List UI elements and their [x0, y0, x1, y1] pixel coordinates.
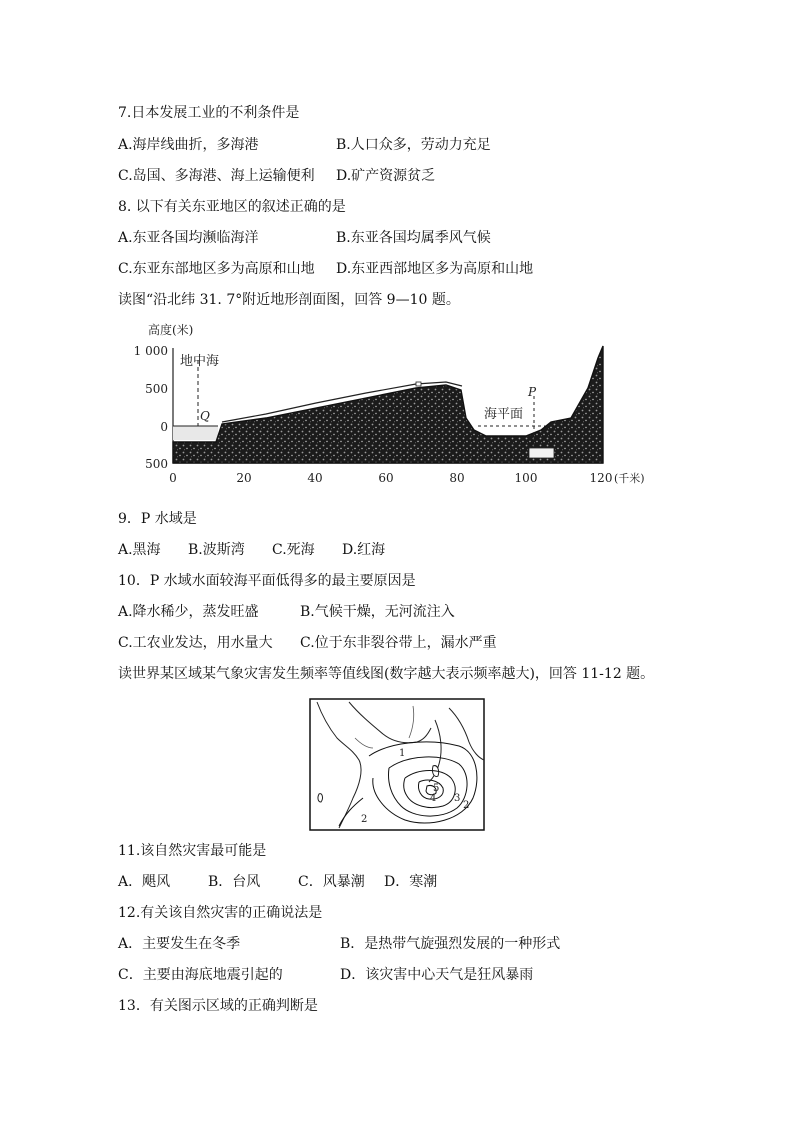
q8-option-d: D.东亚西部地区多为高原和山地	[336, 261, 534, 277]
q11-option-b: B．台风	[208, 874, 261, 890]
x-tick-100: 100	[514, 471, 538, 485]
q8-option-c: C.东亚东部地区多为高原和山地	[118, 261, 315, 277]
question-7-stem: 7.日本发展工业的不利条件是	[118, 105, 300, 121]
isoline-label-2-east: 2	[463, 800, 470, 811]
label-p: P	[528, 385, 537, 399]
intro-11-12: 读世界某区域某气象灾害发生频率等值线图(数字越大表示频率越大)，回答 11-12 题。	[118, 666, 655, 682]
q11-option-d: D．寒潮	[384, 874, 438, 890]
q8-option-b: B.东亚各国均属季风气候	[336, 230, 491, 246]
q10-option-a: A.降水稀少，蒸发旺盛	[118, 604, 259, 620]
question-9-stem: 9．P 水域是	[118, 511, 197, 527]
q9-option-c: C.死海	[272, 542, 315, 558]
question-10-stem: 10．P 水域水面较海平面低得多的最主要原因是	[118, 573, 416, 589]
intro-9-10: 读图“沿北纬 31. 7°附近地形剖面图，回答 9—10 题。	[118, 292, 460, 308]
y-tick-neg500: 500	[145, 457, 168, 471]
y-tick-1000: 1 000	[133, 344, 168, 358]
question-13-stem: 13．有关图示区域的正确判断是	[118, 998, 318, 1014]
terrain-profile-figure	[126, 318, 666, 490]
x-axis-unit: (千米)	[614, 472, 645, 485]
q8-option-a: A.东亚各国均濒临海洋	[118, 230, 259, 246]
question-11-stem: 11.该自然灾害最可能是	[118, 843, 267, 859]
q12-option-a: A．主要发生在冬季	[118, 936, 241, 952]
q11-option-a: A．飓风	[118, 874, 171, 890]
x-tick-60: 60	[378, 471, 394, 485]
q9-option-a: A.黑海	[118, 542, 161, 558]
p-water-body	[529, 448, 554, 458]
q10-option-b: B.气候干燥，无河流注入	[300, 604, 455, 620]
label-sea-level: 海平面	[484, 407, 524, 422]
isoline-label-3: 3	[454, 793, 461, 804]
q10-option-c: C.工农业发达，用水量大	[118, 635, 273, 651]
x-tick-40: 40	[307, 471, 323, 485]
peak-marker	[416, 382, 421, 386]
question-8-stem: 8. 以下有关东亚地区的叙述正确的是	[118, 199, 346, 215]
q7-option-d: D.矿产资源贫乏	[336, 168, 436, 184]
y-tick-500: 500	[145, 382, 168, 396]
label-mediterranean: 地中海	[180, 354, 220, 369]
q12-option-d: D．该灾害中心天气是狂风暴雨	[340, 967, 534, 983]
isoline-label-5: 5	[433, 783, 440, 794]
q7-option-c: C.岛国、多海港、海上运输便利	[118, 168, 315, 184]
q12-option-b: B．是热带气旋强烈发展的一种形式	[340, 936, 561, 952]
island-west	[318, 794, 323, 802]
isoline-label-4: 4	[430, 793, 437, 804]
isoline-map-figure	[309, 698, 485, 831]
y-axis-title: 高度(米)	[148, 323, 194, 337]
mediterranean-water	[173, 426, 218, 440]
q9-option-d: D.红海	[342, 542, 386, 558]
q11-option-c: C．风暴潮	[298, 874, 365, 890]
q9-option-b: B.波斯湾	[188, 542, 245, 558]
q7-option-a: A.海岸线曲折，多海港	[118, 137, 259, 153]
isoline-label-1: 1	[399, 748, 406, 759]
x-tick-20: 20	[236, 471, 252, 485]
x-tick-120: 120	[589, 471, 613, 485]
q10-option-d: C.位于东非裂谷带上，漏水严重	[300, 635, 497, 651]
terrain-profile	[173, 346, 603, 463]
q12-option-c: C．主要由海底地震引起的	[118, 967, 283, 983]
x-tick-80: 80	[449, 471, 465, 485]
isoline-label-2-west: 2	[361, 814, 368, 825]
question-12-stem: 12.有关该自然灾害的正确说法是	[118, 905, 323, 921]
label-q: Q	[200, 409, 210, 423]
x-tick-0: 0	[169, 471, 177, 485]
y-tick-0: 0	[160, 420, 168, 434]
q7-option-b: B.人口众多，劳动力充足	[336, 137, 491, 153]
